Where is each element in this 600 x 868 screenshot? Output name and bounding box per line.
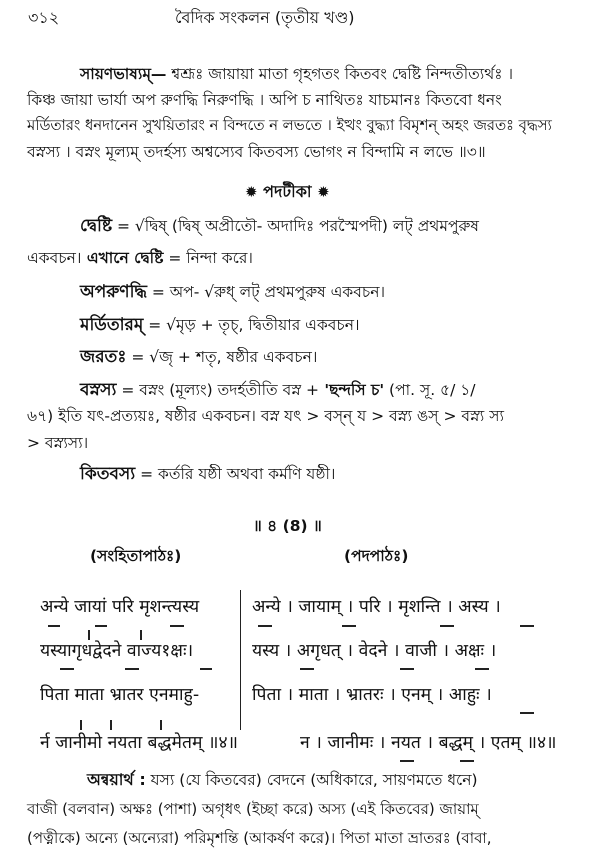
gloss-term: এখানে দ্বেষ্টি (81, 249, 164, 267)
accent-mark (258, 625, 272, 627)
anvayartha-label: অন্বয়ার্থ : (87, 770, 146, 789)
sayana-line-1 (80, 64, 513, 84)
accent-mark (440, 625, 454, 627)
accent-mark (60, 668, 74, 670)
accent-mark (48, 625, 60, 627)
padatika-item (80, 464, 335, 484)
accent-mark (110, 720, 112, 730)
samhita-line: अन्ये जायां परि मृशन्त्यस्य (40, 597, 200, 617)
sayana-line-4: বস্নস্য । বস্নং মূল্যম্ তদর্হস্য অশ্বস্যেব কিতবস্য ভোগং ন বিন্দামি ন লভে ॥৩॥ (27, 143, 486, 161)
accent-mark (520, 625, 534, 627)
gloss-text: (পা. সূ. ৫/ ১/ (384, 381, 476, 399)
anvayartha-line-2: বাজী (বলবান) অক্ষঃ (পাশা) অগৃধৎ (ইচ্ছা করে) অস্য (এই কিতবের) জায়াম্ (27, 800, 479, 818)
padatika-item: > বস্ন্যস্য। (27, 434, 89, 452)
gloss-text: = √জৃ + শতৃ, ষষ্ঠীর একবচন। (126, 348, 318, 366)
page-number: ৩১২ (28, 8, 60, 27)
accent-mark (170, 625, 184, 627)
accent-mark (140, 630, 142, 640)
padatika-item (80, 380, 476, 400)
star-burst-icon: ✹ (245, 183, 258, 201)
star-burst-icon: ✹ (317, 183, 330, 201)
samhita-line: र्न जानीमो नयता बद्धमेतम् ॥४॥ (40, 733, 239, 753)
gloss-term: 'ছন্দসি চ' (318, 381, 385, 399)
gloss-term: অপরুণদ্ধি (80, 282, 147, 302)
samhita-line: पिता माता भ्रातर एनमाहु- (40, 685, 200, 705)
anvayartha-text: যস্য (যে কিতবের) বেদনে (অধিকারে, সায়ণমতে ধনে) (145, 771, 478, 789)
gloss-text: = অপ- √রুধ্ লট্ প্রথমপুরুষ একবচন। (146, 283, 386, 301)
padapatha-heading: (পদপাঠঃ) (344, 547, 409, 565)
accent-mark (475, 668, 489, 670)
sayana-label: সায়ণভাষ্যম্— (80, 65, 167, 83)
gloss-term: কিতবস্য (80, 464, 136, 484)
running-title: বৈদিক সংকলন (তৃতীয় খণ্ড) (175, 8, 355, 27)
samhita-heading: (সংহিতাপাঠঃ) (90, 547, 182, 565)
gloss-text: একবচন। (27, 249, 82, 267)
padatika-heading-text: পদটীকা (263, 182, 312, 201)
gloss-term: দ্বেষ্টি (80, 216, 113, 236)
accent-mark (400, 760, 414, 762)
accent-mark (95, 625, 107, 627)
padapatha-line: पिता । माता । भ्रातरः । एनम् । आहुः । (252, 685, 492, 705)
padapatha-line: यस्य । अगृधत् । वेदने । वाजी । अक्षः । (252, 641, 497, 661)
accent-mark (200, 668, 212, 670)
padatika-item: ৬৭) ইতি যৎ-প্রত্যয়ঃ, ষষ্ঠীর একবচন। বস্ন যৎ > বস্ন্ য > বস্ন্য ঙস্ > বস্ন্য স্য (27, 407, 504, 425)
anvayartha-line-1 (87, 770, 478, 790)
gloss-text: = √দ্বিষ্ (দ্বিষ্ অপ্রীতৌ- অদাদিঃ পরস্মৈপদী) লট্ প্রথমপুরুষ (112, 217, 479, 235)
padatika-heading (245, 182, 330, 202)
accent-mark (460, 760, 474, 762)
padatika-item (80, 216, 479, 236)
sayana-line-2: কিঞ্চ জায়া ভার্যা অপ রুণদ্ধি নিরুণদ্ধি । অপি চ নাথিতঃ যাচমানঃ কিতবো ধনং (27, 91, 502, 109)
accent-mark (88, 630, 90, 640)
gloss-term: বস্নস্য (80, 380, 117, 400)
padatika-item (80, 315, 360, 335)
padapatha-line: अन्ये । जायाम् । परि । मृशन्ति । अस्य । (252, 597, 501, 617)
gloss-text: = নিন্দা করে। (163, 249, 253, 267)
gloss-text: = √মৃড় + তৃচ্, দ্বিতীয়ার একবচন। (143, 316, 360, 334)
sayana-line-3: মর্ডিতারং ধনদানেন সুখয়িতারং ন বিন্দতে ন লভতে । ইত্থং বুদ্ধ্যা বিমৃশন্ অহং জরতঃ বৃদ্ধস্য (27, 117, 552, 134)
padapatha-line: न । जानीमः । नयत । बद्धम् । एतम् ॥४॥ (300, 733, 557, 753)
gloss-text: = কর্তরি যষ্ঠী অথবা কর্মণি যষ্ঠী। (135, 465, 336, 483)
padatika-item (80, 282, 385, 302)
accent-mark (80, 720, 82, 730)
padatika-item (80, 347, 317, 367)
accent-mark (160, 720, 162, 730)
accent-mark (400, 668, 414, 670)
accent-mark (342, 625, 356, 627)
accent-mark (300, 668, 314, 670)
sayana-text: শ্বশ্রূঃ জায়ায়া মাতা গৃহগতং কিতবং দ্বেষ্টি নিন্দতীত্যর্থঃ । (171, 65, 514, 83)
accent-mark (520, 712, 534, 714)
anvayartha-line-3: (পত্নীকে) অন্যে (অন্যেরা) পরিমৃশন্তি (আকর্ষণ করে)। পিতা মাতা ভ্রাতরঃ (বাবা, (27, 829, 492, 847)
accent-mark (125, 668, 139, 670)
mantra-number: ॥ ৪ (8) ॥ (253, 517, 322, 535)
gloss-term: জরতঃ (80, 347, 127, 367)
padatika-item (27, 248, 253, 268)
gloss-term: মর্ডিতারম্ (80, 315, 144, 335)
samhita-line: यस्यागृधद्वेदने वाज्य१क्षः। (40, 641, 194, 661)
column-divider (240, 590, 241, 730)
gloss-text: = বস্নং (মূল্যং) তদর্হতীতি বস্ন + (116, 381, 319, 399)
